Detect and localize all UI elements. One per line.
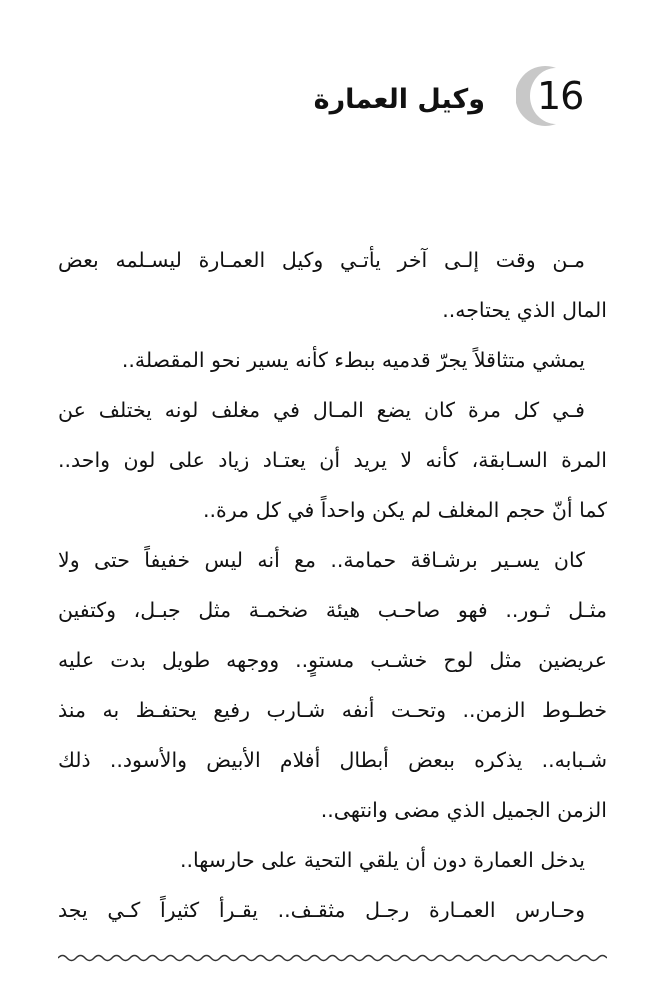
chapter-header <box>0 58 663 138</box>
body-text <box>58 235 607 935</box>
text-line: عريضين مثل لوح خشـب مستوٍ.. ووجهه طويل بدت عليه <box>58 648 607 672</box>
chapter-number: 16 <box>537 74 584 118</box>
text-line: المال الذي يحتاجه.. <box>442 298 607 322</box>
text-line: المرة السـابقة، كأنه لا يريد أن يعتـاد زياد على لون واحد.. <box>58 448 607 472</box>
wavy-divider <box>58 952 607 964</box>
text-line: شـبابه.. يذكره ببعض أبطال أفلام الأبيض والأسود.. ذلك <box>58 748 607 772</box>
text-line: مثـل ثـور.. فهو صاحـب هيئة ضخمـة مثل جبـل، وكتفين <box>58 598 607 622</box>
text-line: مـن وقت إلـى آخر يأتـي وكيل العمـارة ليسـلمه بعض <box>58 248 585 272</box>
text-line: خطـوط الزمن.. وتحـت أنفه شـارب رفيع يحتفـظ به منذ <box>58 698 607 722</box>
text-line: كان يسـير برشـاقة حمامة.. مع أنه ليس خفيفاً حتى ولا <box>58 548 585 572</box>
text-line: فـي كل مرة كان يضع المـال في مغلف لونه يختلف عن <box>58 398 585 422</box>
text-line: وحـارس العمـارة رجـل مثقـف.. يقـرأ كثيراً كـي يجد <box>58 898 585 922</box>
chapter-title: وكيل العمارة <box>313 84 485 115</box>
text-line: كما أنّ حجم المغلف لم يكن واحداً في كل مرة.. <box>203 498 607 522</box>
text-line: الزمن الجميل الذي مضى وانتهى.. <box>320 798 607 822</box>
text-line: يمشي متثاقلاً يجرّ قدميه ببطء كأنه يسير نحو المقصلة.. <box>121 348 585 372</box>
text-line: يدخل العمارة دون أن يلقي التحية على حارسها.. <box>180 848 585 872</box>
